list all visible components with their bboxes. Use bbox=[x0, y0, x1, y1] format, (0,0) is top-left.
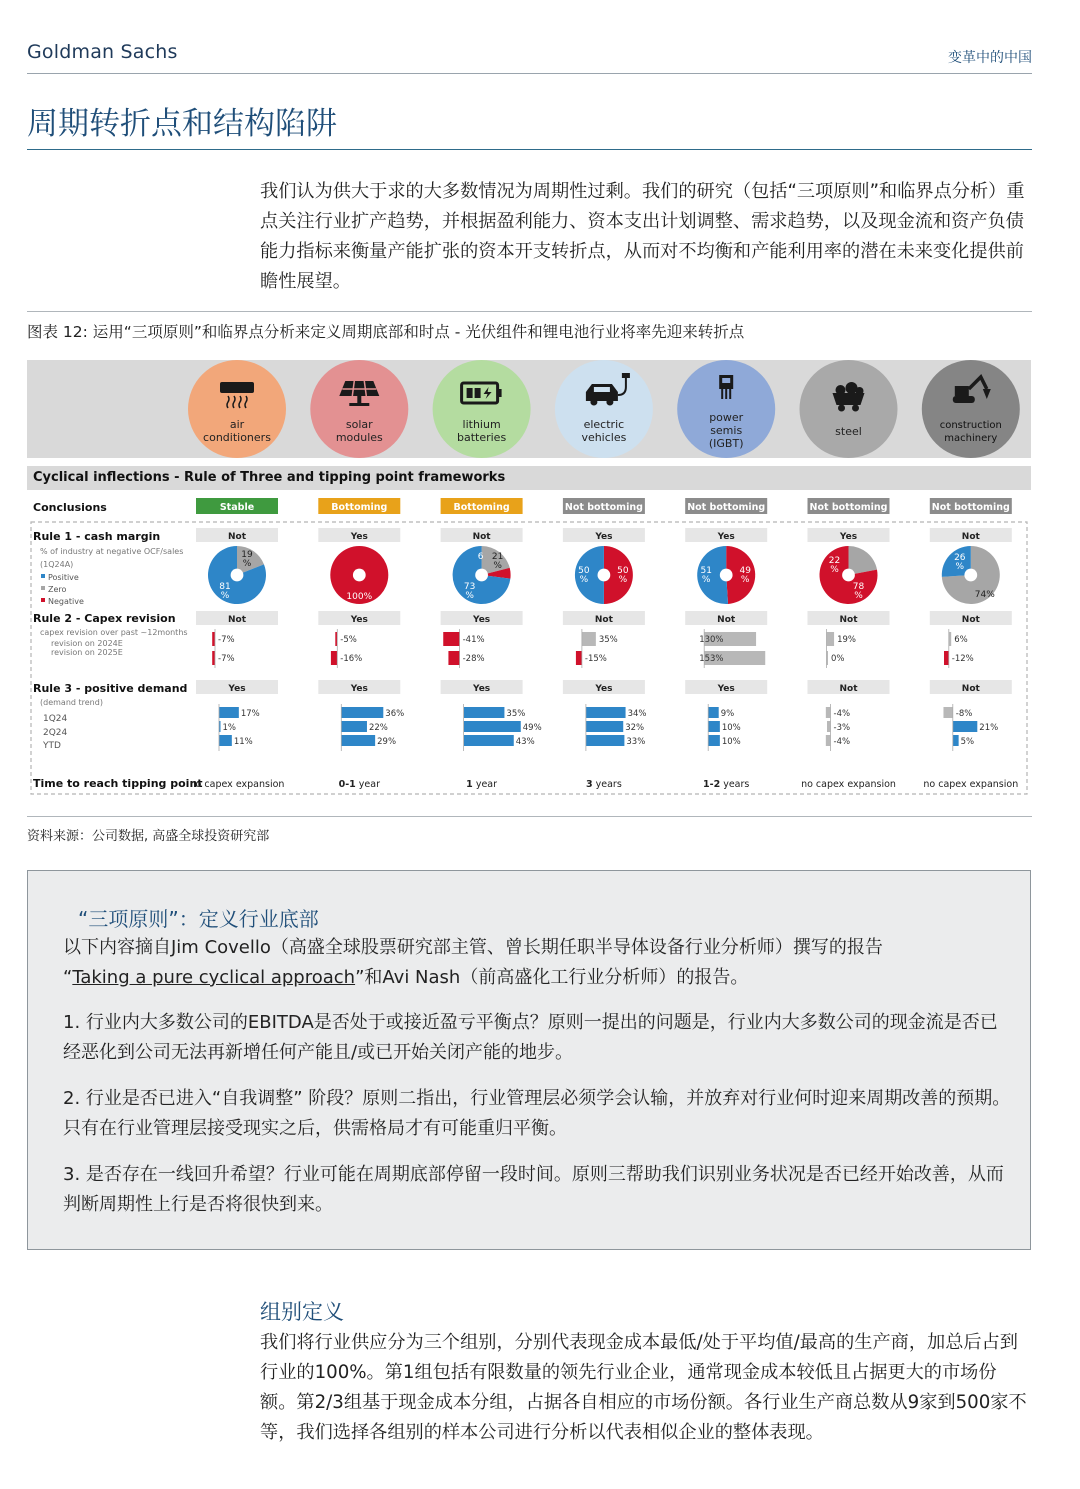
rule-of-three-box bbox=[27, 870, 1031, 1250]
rule2-bar-label: 130% bbox=[699, 635, 724, 645]
rule3-bar bbox=[708, 735, 720, 746]
rule1-subtitle: % of industry at negative OCF/sales bbox=[40, 547, 184, 556]
rule2-bar-label: 35% bbox=[598, 635, 618, 645]
row-label-rule3: Rule 3 - positive demand bbox=[33, 682, 188, 695]
box-intro bbox=[63, 933, 1013, 993]
rule3-bar-label: 10% bbox=[721, 723, 741, 733]
electric-car-icon-part bbox=[586, 384, 618, 401]
electric-car-icon-part bbox=[606, 399, 613, 406]
chip-icon-part bbox=[725, 389, 727, 399]
battery-icon-part bbox=[467, 388, 473, 398]
rule1-pie-label: 19 bbox=[241, 550, 253, 560]
conclusion-text: Stable bbox=[219, 502, 255, 513]
rule1-pie-label: 22 bbox=[828, 556, 841, 566]
rule2-verdict: Yes bbox=[473, 615, 491, 625]
rule2-verdict: Not bbox=[961, 615, 980, 625]
mine-cart-icon-part bbox=[838, 405, 845, 412]
box-quote-open: “ bbox=[63, 967, 73, 988]
rule3-bar bbox=[953, 735, 959, 746]
rule1-verdict: Yes bbox=[717, 532, 735, 542]
box-intro-line2 bbox=[63, 963, 1013, 993]
time-unit: no capex expansion bbox=[801, 779, 896, 790]
rule3-verdict: Yes bbox=[473, 684, 491, 694]
rule1-pie-label: 50 bbox=[617, 566, 629, 576]
rule1-pie-label: 50 bbox=[578, 566, 590, 576]
rule3-bar-label: 11% bbox=[233, 737, 253, 747]
rule2-bar-label: -12% bbox=[951, 654, 974, 664]
box-intro-tail: ”和Avi Nash（前高盛化工行业分析师）的报告。 bbox=[355, 967, 749, 988]
rule2-bar-label: 0% bbox=[831, 654, 845, 664]
industry-name: electric bbox=[583, 418, 625, 431]
time-unit: years bbox=[592, 779, 622, 790]
rule2-bar-label: 6% bbox=[954, 635, 968, 645]
row-label-rule2: Rule 2 - Capex revision bbox=[33, 612, 176, 625]
header-divider bbox=[27, 73, 1032, 74]
rule3-bar bbox=[827, 721, 831, 732]
rule1-pie-label: 49 bbox=[739, 566, 751, 576]
legend-positive: Positive bbox=[48, 573, 79, 582]
rule3-bar-label: -4% bbox=[833, 709, 851, 719]
rule3-bar bbox=[826, 707, 831, 718]
conclusion-text: Not bottoming bbox=[687, 502, 766, 513]
box-rule2-text: 2. 行业是否已进入“自我调整” 阶段？原则二指出，行业管理层必须学会认输，并放弃对行业何时迎来周期改善的预期。只有在行业管理层接受现实之后，供需格局才有可能重归平衡。 bbox=[63, 1088, 1011, 1139]
rule1-pie-label: % bbox=[854, 591, 863, 601]
rule1-period: (1Q24A) bbox=[40, 560, 74, 569]
rule3-bar bbox=[219, 707, 239, 718]
time-value: 1-2 bbox=[703, 779, 721, 790]
excavator-icon-part bbox=[953, 396, 975, 403]
industry-circle bbox=[800, 360, 898, 458]
rule1-pie-label: % bbox=[465, 591, 474, 601]
rule2-bar-label: 153% bbox=[699, 654, 724, 664]
battery-icon-part bbox=[498, 389, 502, 397]
legend-zero: Zero bbox=[48, 585, 67, 594]
industry-name: lithium bbox=[462, 418, 501, 431]
rule1-pie-label: 26 bbox=[954, 553, 966, 563]
row-label-time: Time to reach tipping point bbox=[33, 777, 203, 790]
rule2-verdict: Not bbox=[227, 615, 247, 625]
rule2-bar-label: -7% bbox=[218, 654, 235, 664]
time-to-tipping-point bbox=[703, 779, 749, 790]
rule3-bar bbox=[708, 707, 719, 718]
rule2-bar-label: -28% bbox=[462, 654, 485, 664]
time-to-tipping-point bbox=[586, 779, 622, 790]
solar-panel-icon-part bbox=[357, 396, 361, 403]
chart-banner-text: Cyclical inflections - Rule of Three and tipping point frameworks bbox=[33, 470, 506, 485]
rule3-verdict: Yes bbox=[350, 684, 368, 694]
time-value: 1 bbox=[466, 779, 473, 790]
industry-name: modules bbox=[335, 431, 383, 444]
rule3-bar-label: -8% bbox=[955, 709, 973, 719]
rule3-verdict: Not bbox=[839, 684, 858, 694]
rule3-bar bbox=[826, 735, 831, 746]
mine-cart-icon-part bbox=[852, 405, 859, 412]
time-to-tipping-point bbox=[923, 779, 1018, 790]
rule1-pie-label: 74% bbox=[974, 590, 995, 600]
section-title: 组别定义 bbox=[260, 1300, 344, 1324]
report-series-title: 变革中的中国 bbox=[948, 50, 1032, 66]
rule3-bar bbox=[341, 721, 367, 732]
rule3-bar bbox=[464, 735, 514, 746]
time-to-tipping-point bbox=[339, 779, 380, 790]
pie-hole bbox=[842, 569, 855, 582]
rule3-bar bbox=[464, 707, 505, 718]
rule2-bar bbox=[331, 651, 337, 665]
page-title: 周期转折点和结构陷阱 bbox=[27, 106, 337, 142]
box-intro-line1: 以下内容摘自Jim Covello（高盛全球股票研究部主管、曾长期任职半导体设备行业分析师）撰写的报告 bbox=[63, 937, 883, 958]
rule2-bar-label: -41% bbox=[462, 635, 485, 645]
rule3-bar-label: 21% bbox=[979, 723, 999, 733]
rule1-pie-label: % bbox=[220, 591, 230, 601]
rule2-bar bbox=[582, 632, 596, 646]
time-to-tipping-point bbox=[190, 779, 285, 790]
pie-hole bbox=[353, 569, 366, 582]
rule2-2024-label: revision on 2024E bbox=[51, 639, 123, 648]
chip-icon-part bbox=[721, 389, 723, 399]
rule3-verdict: Yes bbox=[228, 684, 246, 694]
rule3-bar bbox=[586, 735, 625, 746]
rule1-verdict: Not bbox=[961, 532, 980, 542]
rule3-bar bbox=[586, 707, 626, 718]
rule3-bar-label: 35% bbox=[506, 709, 526, 719]
rule3-bar-label: 49% bbox=[522, 723, 542, 733]
time-unit: year bbox=[472, 779, 498, 790]
rule1-pie-label: % bbox=[955, 562, 965, 572]
industry-name: power bbox=[709, 411, 744, 424]
conclusion-text: Bottoming bbox=[331, 502, 388, 513]
legend-zero-swatch bbox=[41, 586, 45, 590]
rule3-bar-label: 34% bbox=[627, 709, 647, 719]
rule1-pie-label: % bbox=[242, 559, 252, 569]
conclusion-text: Not bottoming bbox=[809, 502, 888, 513]
conclusion-text: Not bottoming bbox=[564, 502, 643, 513]
rule3-bar-label: 36% bbox=[385, 709, 405, 719]
rule1-verdict: Yes bbox=[595, 532, 613, 542]
rule1-pie-label: 6 bbox=[477, 552, 484, 562]
rule1-pie-label: 100% bbox=[346, 592, 373, 602]
rule1-pie-label: % bbox=[740, 575, 750, 585]
rule3-label-1q24: 1Q24 bbox=[43, 714, 68, 724]
industry-name: machinery bbox=[944, 433, 998, 444]
rule1-pie-label: 81 bbox=[219, 582, 231, 592]
rule3-bar-label: 17% bbox=[240, 709, 260, 719]
rule2-bar bbox=[443, 632, 459, 646]
industry-name: vehicles bbox=[581, 431, 627, 444]
legend-positive-swatch bbox=[41, 574, 45, 578]
rule3-label-2q24: 2Q24 bbox=[43, 728, 68, 738]
rule3-verdict: Yes bbox=[717, 684, 735, 694]
rule1-verdict: Not bbox=[472, 532, 491, 542]
rule1-pie-label: 78 bbox=[852, 582, 865, 592]
rule2-bar bbox=[576, 651, 582, 665]
time-to-tipping-point bbox=[801, 779, 896, 790]
box-rule1-text: 1. 行业内大多数公司的EBITDA是否处于或接近盈亏平衡点？原则一提出的问题是，行业内大多数公司的现金流是否已经恶化到公司无法再新增任何产能且/或已开始关闭产能的地步。 bbox=[63, 1012, 998, 1063]
pie-hole bbox=[231, 569, 244, 582]
figure-divider-top bbox=[27, 311, 1032, 312]
rule3-bar bbox=[953, 721, 978, 732]
rule3-bar-label: 32% bbox=[625, 723, 645, 733]
row-label-conclusions: Conclusions bbox=[33, 501, 107, 514]
industry-name: construction bbox=[939, 420, 1002, 431]
conclusion-text: Not bottoming bbox=[931, 502, 1010, 513]
brand-logo: Goldman Sachs bbox=[27, 41, 178, 63]
rule3-bar-label: 43% bbox=[515, 737, 535, 747]
rule1-pie-label: 21 bbox=[491, 552, 504, 562]
time-to-tipping-point bbox=[466, 779, 497, 790]
electric-car-icon-part bbox=[594, 387, 610, 392]
rule3-bar-label: 22% bbox=[368, 723, 388, 733]
chip-icon-part bbox=[722, 378, 730, 383]
rule1-pie-label: 73 bbox=[463, 582, 476, 592]
figure-divider-bottom bbox=[27, 816, 1032, 817]
rule1-pie-label: % bbox=[579, 575, 589, 585]
industry-name: conditioners bbox=[203, 431, 271, 444]
rule2-subtitle: capex revision over past ~12months bbox=[40, 628, 188, 637]
report-link[interactable]: Taking a pure cyclical approach bbox=[72, 967, 356, 988]
pie-hole bbox=[720, 569, 733, 582]
figure-source: 资料来源：公司数据, 高盛全球投资研究部 bbox=[27, 829, 270, 844]
electric-car-icon-part bbox=[622, 373, 630, 378]
row-label-rule1: Rule 1 - cash margin bbox=[33, 530, 161, 543]
time-value: 0-1 bbox=[338, 779, 356, 790]
rule1-verdict: Yes bbox=[350, 532, 368, 542]
rule2-bar-label: -16% bbox=[340, 654, 363, 664]
rule2-bar-label: -15% bbox=[584, 654, 607, 664]
rule3-bar bbox=[708, 721, 720, 732]
rule2-2025-label: revision on 2025E bbox=[51, 648, 123, 657]
industry-name: steel bbox=[835, 425, 862, 438]
rule3-bar-label: 10% bbox=[721, 737, 741, 747]
rule3-bar bbox=[219, 735, 232, 746]
excavator-icon-part bbox=[955, 386, 969, 396]
rule2-bar bbox=[448, 651, 459, 665]
rule3-verdict: Yes bbox=[595, 684, 613, 694]
rule3-bar-label: 29% bbox=[377, 737, 397, 747]
rule2-verdict: Not bbox=[839, 615, 858, 625]
rule-of-three-chart bbox=[27, 355, 1032, 800]
industry-name: solar bbox=[345, 418, 373, 431]
rule2-bar-label: -7% bbox=[218, 635, 235, 645]
time-unit: years bbox=[720, 779, 750, 790]
rule2-verdict: Not bbox=[717, 615, 736, 625]
legend-negative-swatch bbox=[41, 598, 45, 602]
industry-name: (IGBT) bbox=[708, 437, 744, 450]
rule2-verdict: Yes bbox=[350, 615, 368, 625]
pie-hole bbox=[964, 569, 977, 582]
rule1-pie-label: 51 bbox=[700, 566, 712, 576]
rule2-bar bbox=[212, 632, 215, 646]
rule1-pie-label: % bbox=[830, 565, 839, 575]
battery-icon-part bbox=[475, 388, 481, 398]
rule3-bar bbox=[943, 707, 952, 718]
rule3-bar bbox=[586, 721, 623, 732]
rule3-bar-label: 33% bbox=[626, 737, 646, 747]
mine-cart-icon-part bbox=[856, 387, 864, 395]
solar-panel-icon-part bbox=[349, 403, 369, 406]
rule3-subtitle: (demand trend) bbox=[40, 698, 103, 707]
title-divider bbox=[27, 149, 1032, 150]
industry-name: batteries bbox=[456, 431, 507, 444]
rule3-label-ytd: YTD bbox=[43, 741, 61, 751]
rule3-bar-label: 9% bbox=[720, 709, 735, 719]
chart-dashed-frame bbox=[31, 522, 1027, 794]
industry-name: air bbox=[229, 418, 245, 431]
figure-caption: 图表 12: 运用“三项原则”和临界点分析来定义周期底部和时点 - 光伏组件和锂电池行业将率先迎来转折点 bbox=[27, 323, 745, 341]
rule2-bar bbox=[827, 632, 835, 646]
rule3-verdict: Not bbox=[961, 684, 980, 694]
rule1-pie-label: % bbox=[701, 575, 711, 585]
rule2-bar bbox=[944, 651, 949, 665]
section-body: 我们将行业供应分为三个组别，分别代表现金成本最低/处于平均值/最高的生产商，加总后占到行业的100%。第1组包括有限数量的领先行业企业，通常现金成本较低且占据更大的市场份额。第2/3组基于现金成本分组，占据各自相应的市场份额。各行业生产商总数从9家到500家不等，我们选择各组别的样本公司进行分析以代表相似企业的整体表现。 bbox=[260, 1332, 1027, 1443]
rule3-bar-label: 1% bbox=[222, 723, 236, 733]
rule1-verdict: Not bbox=[227, 532, 247, 542]
electric-car-icon-part bbox=[590, 399, 597, 406]
rule3-bar bbox=[341, 707, 383, 718]
time-value: 3 bbox=[586, 779, 593, 790]
pie-hole bbox=[475, 569, 488, 582]
rule3-bar-label: -4% bbox=[833, 737, 851, 747]
pie-hole bbox=[598, 569, 611, 582]
rule2-bar-label: 19% bbox=[837, 635, 856, 645]
rule3-bar bbox=[464, 721, 521, 732]
time-unit: no capex expansion bbox=[923, 779, 1019, 790]
rule1-pie-label: % bbox=[493, 561, 502, 571]
box-rule3-text: 3. 是否存在一线回升希望？行业可能在周期底部停留一段时间。原则三帮助我们识别业务状况是否已经开始改善，从而判断周期性上行是否将很快到来。 bbox=[63, 1164, 1004, 1215]
rule3-bar-label: -3% bbox=[833, 723, 851, 733]
industry-name: semis bbox=[710, 424, 743, 437]
conclusion-text: Bottoming bbox=[453, 502, 510, 513]
air-conditioner-icon-part bbox=[220, 382, 254, 393]
rule3-bar bbox=[341, 735, 375, 746]
intro-paragraph: 我们认为供大于求的大多数情况为周期性过剩。我们的研究（包括“三项原则”和临界点分析）重点关注行业扩产趋势，并根据盈利能力、资本支出计划调整、需求趋势，以及现金流和资产负债能力指标来衡量产能扩张的资本开支转折点，从而对不均衡和产能利用率的潜在未来变化提供前瞻性展望。 bbox=[260, 181, 1025, 292]
rule2-bar bbox=[212, 651, 215, 665]
rule2-bar-label: -5% bbox=[340, 635, 357, 645]
time-unit: no capex expansion bbox=[189, 779, 285, 790]
legend-negative: Negative bbox=[48, 597, 84, 606]
box-title: “三项原则”：定义行业底部 bbox=[78, 907, 319, 931]
rule3-bar-label: 5% bbox=[960, 737, 975, 747]
time-unit: year bbox=[355, 779, 380, 790]
mine-cart-icon-part bbox=[836, 385, 846, 395]
rule1-verdict: Yes bbox=[839, 532, 858, 542]
chip-icon-part bbox=[729, 389, 731, 399]
rule2-verdict: Not bbox=[594, 615, 613, 625]
rule1-pie-label: % bbox=[618, 575, 628, 585]
